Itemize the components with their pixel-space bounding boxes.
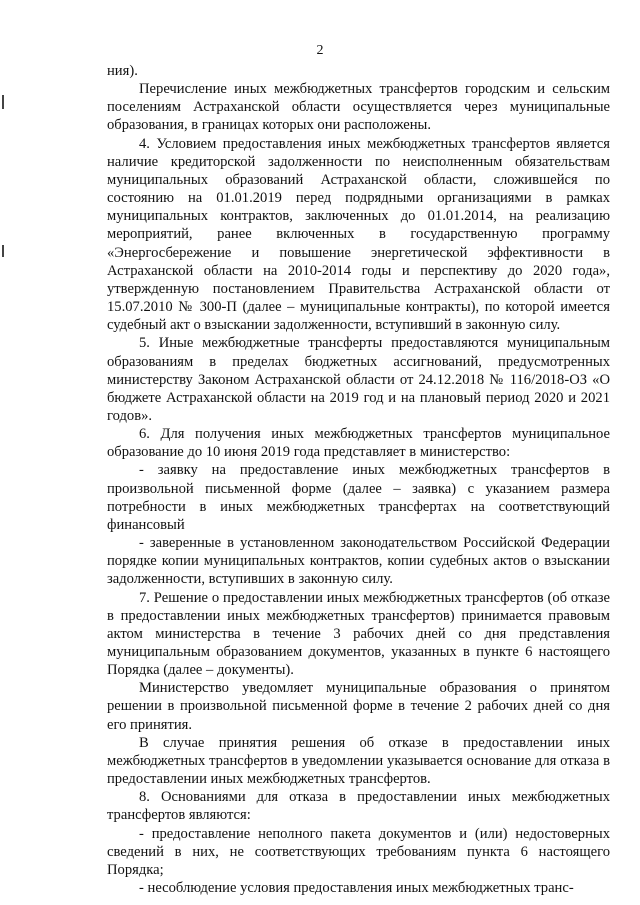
list-item: - заверенные в установленном законодательством Российской Федерации порядке копии муниципальных контрактов, копии судебных актов о взыскании задолженности, вступивших в законную силу. [107,535,610,588]
paragraph: 5. Иные межбюджетные трансферты предоставляются муниципальным образованиям в пределах бюджетных ассигнований, предусмотренных министерству Законом Астраханской области от 24.12.2018 № 116/2018-ОЗ «О бюджете Астраханской области на 2019 год и на плановый период 2020 и 2021 годов». [107,335,610,424]
document-body [107,62,610,897]
paragraph: В случае принятия решения об отказе в предоставлении иных межбюджетных трансфертов в уведомлении указывается основание для отказа в предоставлении иных межбюджетных трансфертов. [107,734,610,788]
paragraph: 7. Решение о предоставлении иных межбюджетных трансфертов (об отказе в предоставлении иных межбюджетных трансфертов) принимается правовым актом министерства в течение 3 рабочих дней со дня представления муниципальным образованием документов, указанных в пункте 6 настоящего Порядка (далее – документы). [107,589,610,679]
paragraph: 6. Для получения иных межбюджетных трансфертов муниципальное образование до 10 июня 2019 года представляет в министерство: [107,426,610,461]
list-item: - заявку на предоставление иных межбюджетных трансфертов в произвольной письменной форме (далее – заявка) с указанием размера потребности в иных межбюджетных трансфертах на соответствующий финансовый [107,462,610,533]
page-number: 2 [316,43,324,58]
paragraph: Перечисление иных межбюджетных трансфертов городским и сельским поселениям Астраханской области осуществляется через муниципальные образования, в границах которых они расположены. [107,81,610,134]
list-item: - предоставление неполного пакета документов и (или) недостоверных сведений в них, не соответствующих требованиям пункта 6 настоящего Порядка; [107,825,610,878]
list-item: - несоблюдение условия предоставления иных межбюджетных транс- [139,880,574,897]
paragraph: 4. Условием предоставления иных межбюджетных трансфертов является наличие кредиторской задолженности по неисполненным обязательствам муниципальных образований Астраханской области, сложившейся по состоянию на 01.01.2019 перед подрядными организациями в рамках муниципальных контрактов, заключенных до 01.01.2014, на реализацию мероприятий, ранее включенных в государственную программу «Энергосбережение и повышение энергетической эффективности в Астраханской области на 2010-2014 годы и перспективу до 2020 года», утвержденную постановлением Правительства Астраханской области от 15.07.2010 № 300-П (далее – муниципальные контракты), по которой имеется судебный акт о взыскании задолженности, вступивший в законную силу. [107,135,610,334]
paragraph: 8. Основаниями для отказа в предоставлении иных межбюджетных трансфертов являются: [107,789,610,824]
paragraph: ния). [107,63,138,79]
scan-margin-mark [2,245,4,257]
scan-margin-mark [2,95,4,109]
paragraph: Министерство уведомляет муниципальные образования о принятом решении в произвольной письменной форме в течение 2 рабочих дней со дня его принятия. [107,680,610,733]
